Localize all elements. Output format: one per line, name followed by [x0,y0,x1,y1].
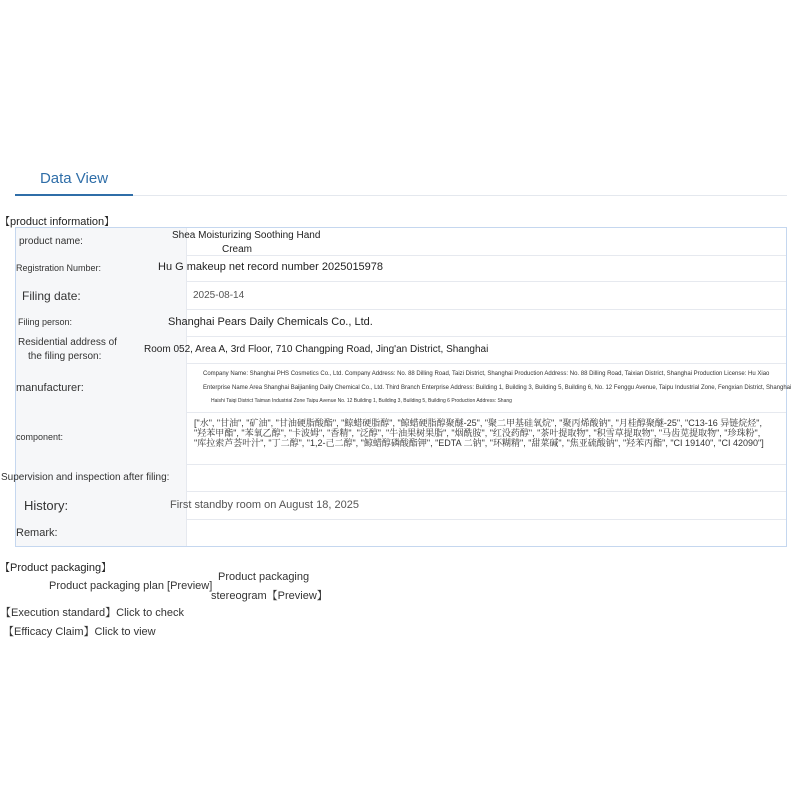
tab-data-view[interactable]: Data View [15,165,133,196]
residential-value: Room 052, Area A, 3rd Floor, 710 Changping Road, Jing'an District, Shanghai [144,344,489,355]
manufacturer-line1: Company Name: Shanghai PHS Cosmetics Co., Ltd. Company Address: No. 88 Dilling Road, Taizi District, Shanghai Production Address: No. 88 Dilling Road, Taixian District, Shanghai Production License: Hu Xiao [203,371,770,377]
row-manufacturer [16,363,792,413]
efficacy-claim-row [3,623,156,639]
residential-label-line1: Residential address of [18,337,117,348]
packaging-plan-preview-link[interactable]: Product packaging plan [Preview] [49,580,213,592]
component-label: component: [16,432,64,442]
bracket-close: 】 [104,217,115,228]
filing-person-value: Shanghai Pears Daily Chemicals Co., Ltd. [168,316,373,328]
label-cell [16,491,187,519]
history-label: History: [24,498,69,513]
label-cell [16,363,187,412]
product-name-line1: Shea Moisturizing Soothing Hand [172,230,321,241]
row-registration-number [16,255,786,282]
label-cell [16,412,187,464]
execution-standard-row [0,604,184,620]
filing-date-value: 2025-08-14 [193,290,245,301]
label-cell [1,464,187,491]
product-name-label: product name: [19,236,83,247]
label-cell [16,519,187,546]
tab-bar [15,165,787,196]
row-supervision [1,464,786,492]
history-value: First standby room on August 18, 2025 [170,499,359,511]
manufacturer-label: manufacturer: [16,382,84,394]
row-history [16,491,786,520]
manufacturer-line2: Enterprise Name Area Shanghai Baijianling Daily Chemical Co., Ltd. Third Branch Enterprise Address: Building 1, Building 3, Building 5, Building 6, No. 12 Fenggu Avenue, Taipu Industrial Zone, Fengxian District, Shanghai [203,385,792,391]
section-title-product-packaging [0,559,111,574]
stereogram-preview-link[interactable]: stereogram【Preview】 [211,590,328,602]
filing-person-label: Filing person: [18,317,73,327]
row-product-name [16,228,786,256]
row-residential-address [16,336,786,364]
registration-value: Hu G makeup net record number 2025015978 [158,261,384,273]
label-cell [16,281,187,309]
section-title-product-information [0,213,114,228]
component-value: ["水", "甘油", "矿油", "甘油硬脂酸酯", "鲸蜡硬脂醇", "鲸蜡硬脂醇聚醚-25", "聚二甲基硅氧烷", "聚丙烯酸钠", "月桂醇聚醚-25", "C13-16 异链烷烃", "羟苯甲酯", "苯氧乙醇", "卡波姆", "香精", "泛醇", "牛油果树果脂", "烟酰胺", "红没药醇", "茶叶提取物", "积雪草提取物", "马齿苋提取物", "珍珠粉", "库拉索芦荟叶汁", "丁二醇", "1,2-己二醇", "鲸蜡醇磷酸酯钾", "EDTA 二钠", "环糊精", "甜菜碱", "焦亚硫酸钠", "羟苯丙酯", "CI 19140", "CI 42090"] [194,418,764,448]
efficacy-claim-label: 【Efficacy Claim】 [3,626,95,638]
product-info-table [1,227,792,547]
label-cell [16,309,187,336]
execution-standard-link[interactable]: Click to check [116,607,185,619]
section-title-text: Product packaging [10,562,102,574]
stereogram-line1[interactable]: Product packaging [218,571,310,583]
execution-standard-label: 【Execution standard】 [0,607,117,619]
row-remark [16,519,786,546]
manufacturer-line3: Haishi Taiqi District Taiman Industrial Zone Taipu Avenue No. 12 Building 1, Building 3, Building 5, Building 6 Production Address: Shang [211,398,512,404]
product-name-line2: Cream [222,244,253,255]
bracket-open: 【 [0,563,10,574]
efficacy-claim-link[interactable]: Click to view [94,626,156,638]
row-filing-person [16,309,786,337]
filing-date-label: Filing date: [22,289,81,303]
label-cell [16,228,187,255]
bracket-open: 【 [0,217,10,228]
section-title-text: product information [10,216,105,228]
remark-label: Remark: [16,527,58,539]
residential-label-line2: the filing person: [28,351,102,362]
row-component [16,412,786,465]
row-filing-date [16,281,786,310]
bracket-close: 】 [101,563,112,574]
supervision-label: Supervision and inspection after filing: [1,472,170,483]
registration-label: Registration Number: [16,263,102,273]
